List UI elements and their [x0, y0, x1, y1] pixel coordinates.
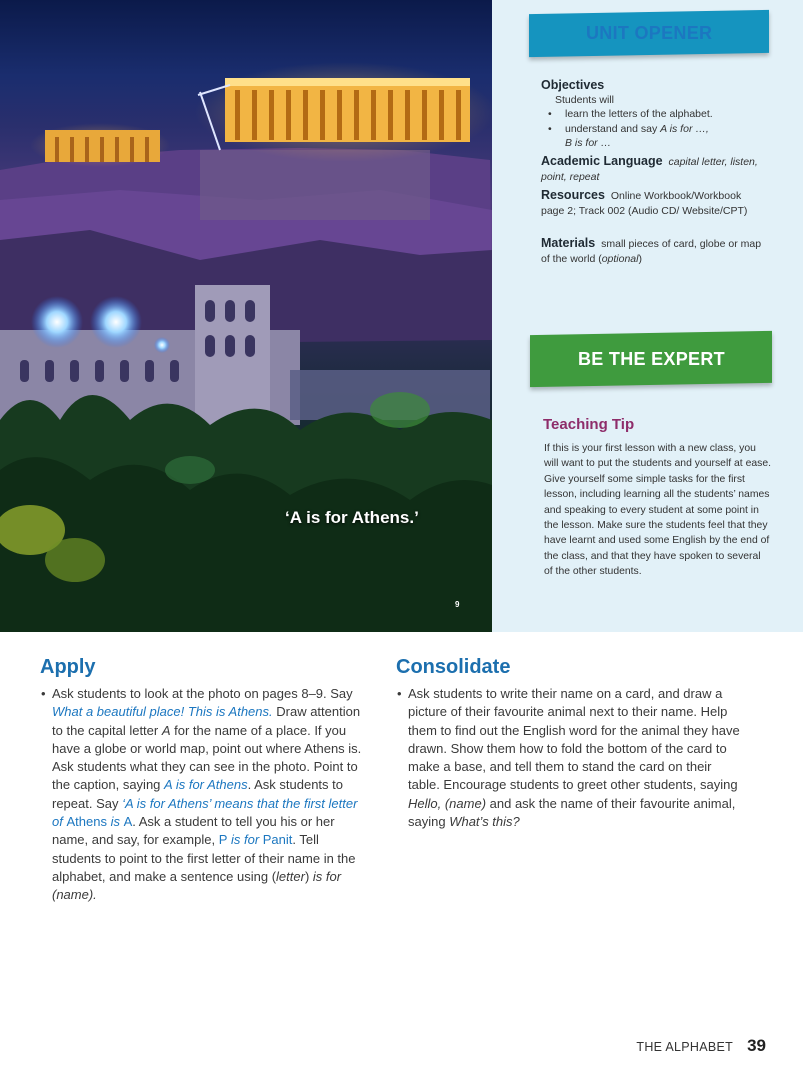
materials-close: ): [638, 252, 642, 265]
objective-2-text: understand and say: [565, 122, 661, 135]
apply-example-phrase: is for: [227, 832, 263, 848]
apply-example-word: Athens: [66, 814, 107, 830]
apply-text: . Ask students to repeat. Say: [52, 777, 343, 811]
objectives-section: [541, 78, 766, 151]
materials-section: [541, 236, 766, 266]
objective-item: [541, 122, 766, 137]
apply-example-word: Panit: [262, 832, 293, 848]
resources-text: Online Workbook/Workbook page 2; Track 002 (Audio CD/ Website/CPT): [541, 190, 748, 217]
consolidate-paragraph: [396, 685, 746, 831]
page-footer: [636, 1036, 766, 1056]
apply-example-phrase: ‘A is for Athens’ means that the first letter of: [52, 795, 358, 830]
apply-paragraph: [40, 685, 370, 905]
apply-placeholder: letter: [276, 868, 305, 884]
academic-language-section: [541, 154, 766, 184]
apply-letter: A: [161, 722, 171, 738]
consolidate-example: Hello, (name): [408, 795, 487, 811]
apply-text: Draw attention to the capital letter: [52, 704, 361, 738]
apply-text: . Ask a student to tell you his or her name, and say, for example,: [52, 814, 335, 848]
objective-2-continuation: B is for …: [565, 137, 612, 149]
teaching-tip-text: If this is your first lesson with a new class, you will want to put the students and yourself at ease. Give yourself some simple tasks for the first lesson, including learning all the students’ names and speaking to every student at some point in the lesson. Make sure the students feel that they have learnt and used some English by the end of the class, and that they have spoken to several of the other students.: [544, 443, 771, 578]
objectives-intro: Students will: [555, 93, 614, 106]
photo-caption: ‘A is for Athens.’: [285, 508, 419, 527]
acropolis-illustration: [0, 0, 492, 632]
apply-example-phrase: is: [106, 814, 124, 830]
unit-opener-banner-label: UNIT OPENER: [585, 23, 713, 43]
objectives-heading: Objectives: [541, 78, 605, 92]
consolidate-section: [396, 656, 746, 831]
apply-example-letter: A: [123, 814, 133, 830]
consolidate-heading: Consolidate: [396, 656, 511, 678]
consolidate-text: and ask the name of their favourite animal, saying: [408, 795, 736, 830]
apply-example-phrase: What a beautiful place! This is Athens.: [52, 704, 273, 720]
footer-unit-title: THE ALPHABET: [636, 1040, 734, 1054]
consolidate-example: What’s this?: [449, 814, 520, 830]
apply-example-phrase: A is for Athens: [164, 777, 248, 793]
teacher-notes-panel: [492, 0, 803, 632]
objective-2-example: A is for …,: [660, 122, 709, 135]
apply-section: [40, 656, 370, 905]
materials-heading: Materials: [541, 236, 596, 250]
resources-section: [541, 188, 766, 218]
teaching-tip-heading: Teaching Tip: [543, 416, 635, 433]
apply-text: ): [304, 868, 313, 884]
academic-language-text: capital letter, listen, point, repeat: [541, 156, 758, 183]
materials-optional: optional: [601, 252, 639, 265]
objective-item: [541, 107, 766, 122]
photo-page-number: 9: [455, 600, 460, 609]
apply-placeholder: is for (name).: [52, 868, 342, 903]
apply-text: . Tell students to point to the first letter of their name in the alphabet, and make a sentence using (: [52, 832, 356, 884]
be-the-expert-banner-label: BE THE EXPERT: [577, 348, 725, 369]
be-the-expert-banner: [530, 331, 772, 387]
objective-1-text: learn the letters of the alphabet.: [565, 108, 713, 120]
unit-opener-banner: [529, 10, 769, 57]
apply-example-letter: P: [218, 832, 228, 848]
apply-text: for the name of a place. If you have a globe or world map, point out where Athens is. Ask students what they can see in the photo. Point to the caption, saying: [52, 722, 362, 793]
footer-page-number: 39: [747, 1036, 766, 1055]
resources-heading: Resources: [541, 188, 605, 202]
athens-photo: [0, 0, 492, 632]
academic-language-heading: Academic Language: [541, 154, 663, 168]
consolidate-text: Ask students to write their name on a card, and draw a picture of their favourite animal next to their name. Help them to find out the English word for the animal they have drawn. Show them how to fold the bottom of the card to make a base, and tell them to stand the card on their table. Encourage students to greet other students, saying: [408, 686, 740, 793]
apply-heading: Apply: [40, 656, 96, 678]
materials-text: small pieces of card, globe or map of the world (: [541, 238, 762, 265]
apply-text: Ask students to look at the photo on pages 8–9. Say: [52, 686, 353, 701]
